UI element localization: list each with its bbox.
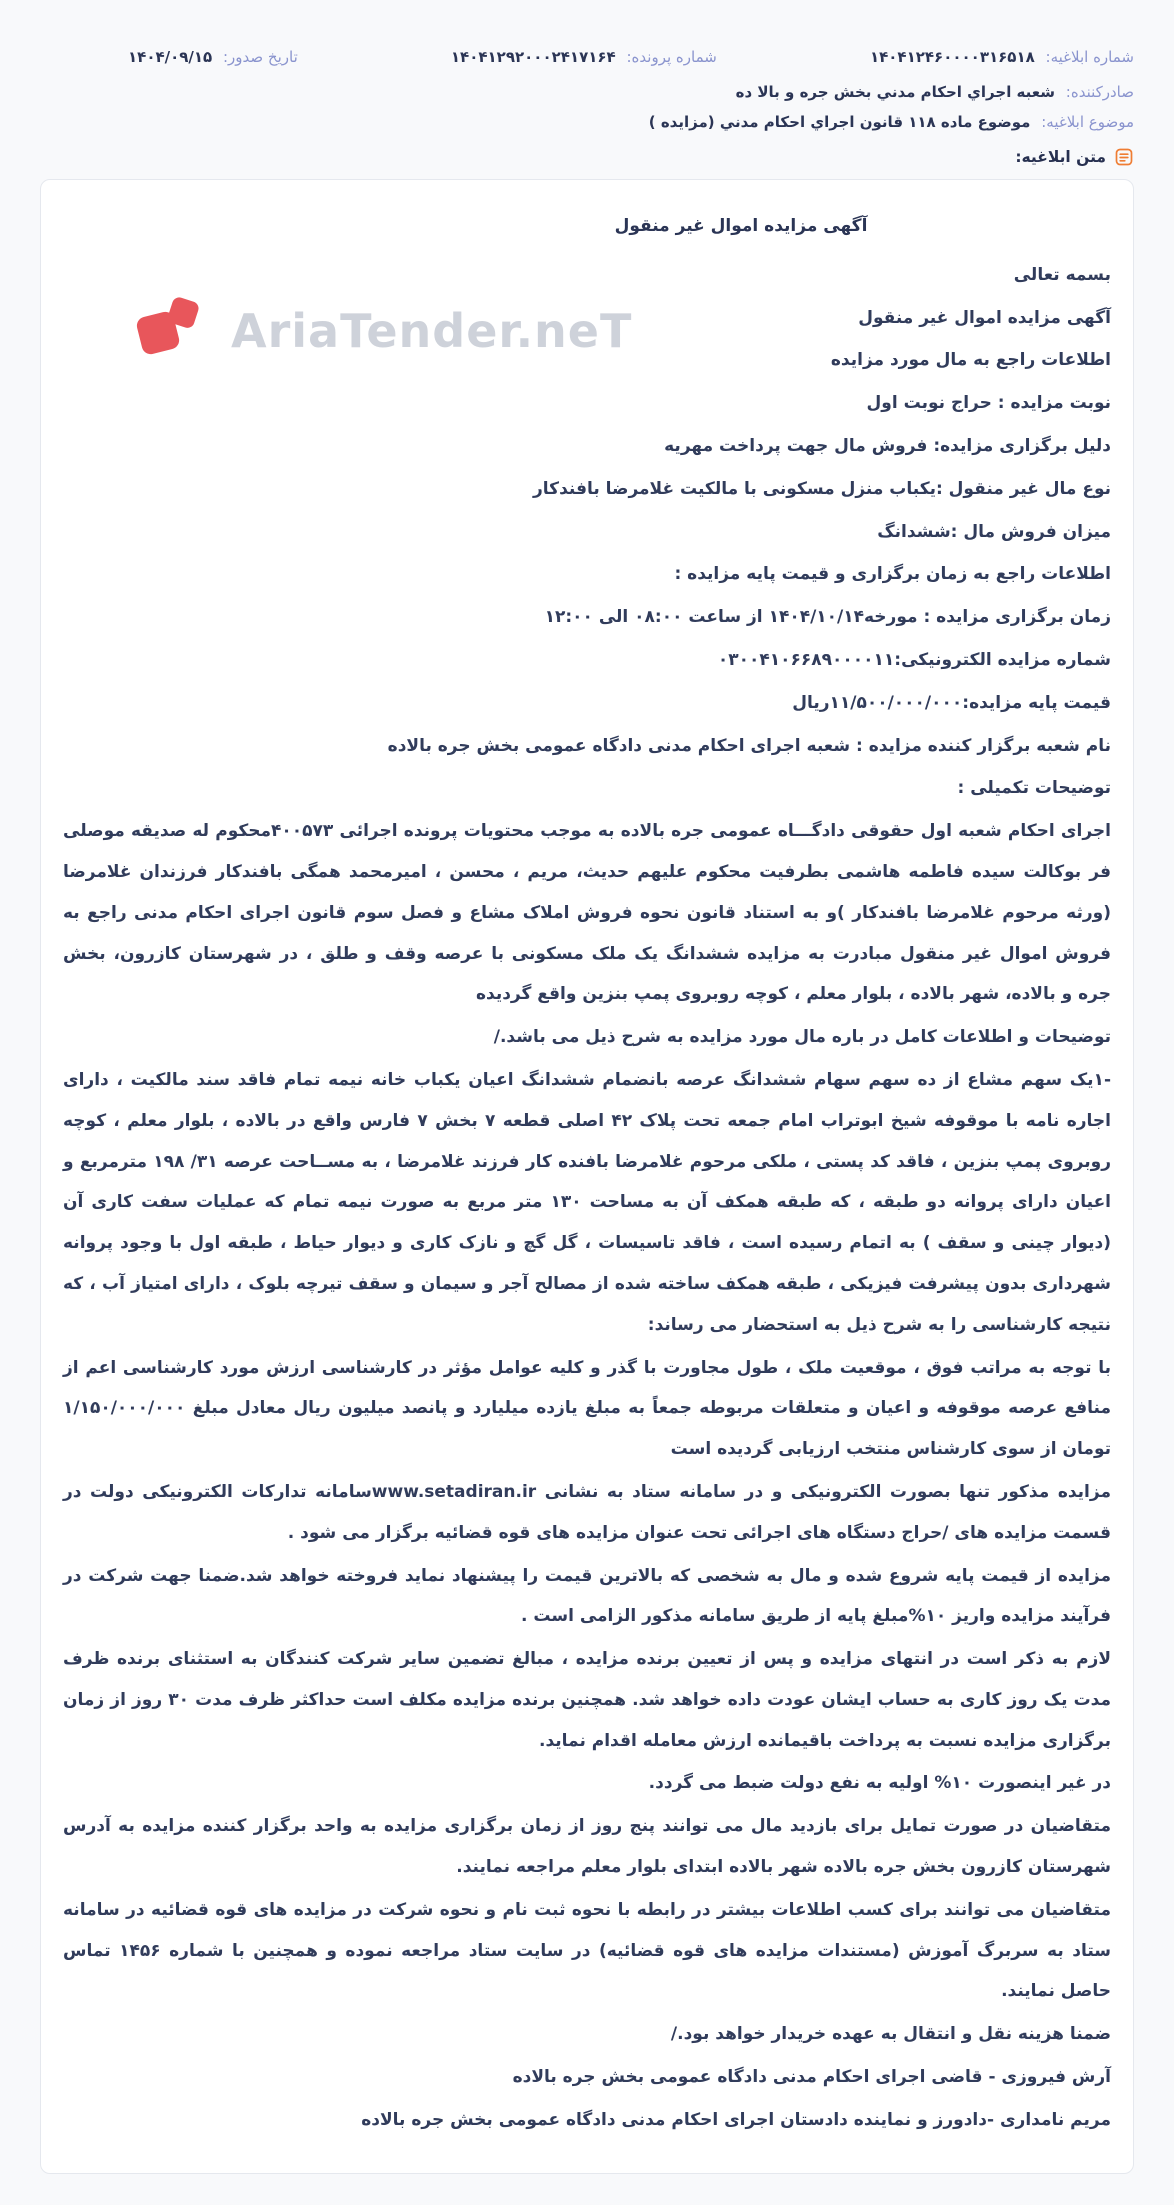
notice-document-icon — [1114, 147, 1134, 167]
notice-paragraph: نام شعبه برگزار کننده مزایده : شعبه اجرای احکام مدنی دادگاه عمومی بخش جره بالاده — [387, 735, 1111, 756]
subject-label: موضوع ابلاغیه: — [1041, 113, 1134, 131]
watermark-text: AriaTender.neT — [231, 304, 633, 358]
case-number-label: شماره پرونده: — [626, 48, 717, 66]
notice-paragraph: مزایده از قیمت پایه شروع شده و مال به شخصی که بالاترین قیمت را پیشنهاد نماید فروخته خواهد شد.ضمنا جهت شرکت در فرآیند مزایده واریز ۱۰%مبلغ پایه از طریق سامانه مذکور الزامی است . — [63, 1565, 1111, 1627]
notice-paragraph: بسمه تعالی — [1013, 264, 1111, 285]
notice-paragraph: ضمنا هزینه نقل و انتقال به عهده خریدار خواهد بود./ — [670, 2024, 1111, 2045]
notice-paragraph: نوع مال غیر منقول :یکباب منزل مسکونی با مالکیت غلامرضا بافندکار — [533, 478, 1111, 499]
case-number — [451, 48, 717, 66]
notice-paragraph: نوبت مزایده : حراج نوبت اول — [866, 393, 1111, 414]
notice-paragraph: متقاضیان می توانند برای کسب اطلاعات بیشتر در رابطه با نحوه ثبت نام و نحوه شرکت در مزایده های قوه قضائیه در سامانه ستاد به سربرگ آموزش (مستندات مزایده های قوه قضائیه) در سایت ستاد مراجعه نموده و همچنین با شماره ۱۴۵۶ تماس حاصل نمایند. — [63, 1899, 1111, 2002]
notice-paragraph: -۱یک سهم مشاع از ده سهم سهام ششدانگ عرصه بانضمام ششدانگ اعیان یکباب خانه نیمه تمام فاقد سند مالکیت ، دارای اجاره نامه با موقوفه شیخ ابوتراب امام جمعه تحت پلاک ۴۲ اصلی قطعه ۷ بخش ۷ فارس واقع در بالاده ، بلوار معلم ، کوچه روبروی پمپ بنزین ، فاقد کد پستی ، ملکی مرحوم غلامرضا بافنده کار فرزند غلامرضا ، به مســاحت عرصه ۳۱/ ۱۹۸ مترمربع و اعیان دارای پروانه دو طبقه ، که طبقه همکف آن به مساحت ۱۳۰ متر مربع به صورت نیمه تمام که عملیات سفت کاری آن (دیوار چینی و سقف ) به اتمام رسیده است ، فاقد تاسیسات ، گل گچ و نازک کاری و دیوار حیاط ، طبقه اول با وجود پروانه شهرداری بدون پیشرفت فیزیکی ، طبقه همکف ساخته شده از مصالح آجر و سیمان و سقف تیرچه بلوک ، دارای امتیاز آب ، که نتیجه کارشناسی را به شرح ذیل به استحضار می رساند: — [63, 1069, 1112, 1335]
notice-paragraph: متقاضیان در صورت تمایل برای بازدید مال می توانند پنج روز از زمان برگزاری مزایده به واحد برگزار کننده مزایده به آدرس شهرستان کازرون بخش جره بالاده شهر بالاده ابتدای بلوار معلم مراجعه نمایند. — [63, 1816, 1111, 1878]
notice-text-label: متن ابلاغیه: — [1015, 148, 1106, 166]
notice-paragraph: لازم به ذکر است در انتهای مزایده و پس از تعیین برنده مزایده ، مبالغ تضمین سایر شرکت کنندگان به استثنای برنده ظرف مدت یک روز کاری به حساب ایشان عودت داده خواهد شد. همچنین برنده مزایده مکلف است حداکثر ظرف مدت ۳۰ روز از زمان برگزاری مزایده نسبت به پرداخت باقیمانده ارزش معامله اقدام نماید. — [63, 1649, 1112, 1751]
notice-paragraph: اطلاعات راجع به زمان برگزاری و قیمت پایه مزایده : — [674, 564, 1111, 585]
notice-paragraph: اطلاعات راجع به مال مورد مزایده — [830, 350, 1111, 371]
notice-paragraph: توضیحات و اطلاعات کامل در باره مال مورد مزایده به شرح ذیل می باشد./ — [493, 1027, 1111, 1048]
issuer-label: صادرکننده: — [1065, 83, 1134, 101]
notification-number-label: شماره ابلاغیه: — [1045, 48, 1134, 66]
notification-number — [870, 48, 1134, 66]
notice-content — [63, 206, 1111, 2141]
issuer-row — [40, 83, 1134, 101]
notice-text-section-header — [40, 147, 1134, 167]
notice-heading: آگهی مزایده اموال غیر منقول — [614, 216, 868, 236]
notice-paragraph: توضیحات تکمیلی : — [957, 778, 1111, 799]
notification-number-value: ۱۴۰۴۱۲۴۶۰۰۰۰۳۱۶۵۱۸ — [869, 48, 1035, 66]
meta-header-row — [40, 48, 1134, 66]
issue-date — [128, 48, 298, 66]
notice-paragraph: اجرای احکام شعبه اول حقوقی دادگـــاه عمومی جره بالاده به موجب محتویات پرونده اجرائی ۴۰۰۵۷۳محکوم له صدیقه موصلی فر بوکالت سیده فاطمه هاشمی بطرفیت محکوم علیهم حدیث، مریم ، محسن ، امیرمحمد همگی بافندکار فرزندان غلامرضا (ورثه مرحوم غلامرضا بافندکار )و به استناد قانون نحوه فروش املاک مشاع و فصل سوم قانون اجرای احکام مدنی راجع به فروش اموال غیر منقول مبادرت به مزایده ششدانگ یک ملک مسکونی با عرصه وقف و طلق ، در شهرستان کازرون، بخش جره و بالاده، شهر بالاده ، بلوار معلم ، کوچه روبروی پمپ بنزین واقع گردیده — [63, 821, 1111, 1005]
issue-date-label: تاریخ صدور: — [223, 48, 298, 66]
case-number-value: ۱۴۰۴۱۲۹۲۰۰۰۲۴۱۷۱۶۴ — [450, 48, 616, 66]
issue-date-value: ۱۴۰۴/۰۹/۱۵ — [128, 48, 213, 66]
notice-paragraph: مزایده مذکور تنها بصورت الکترونیکی و در سامانه ستاد به نشانی www.setadiran.irسامانه تدارکات الکترونیکی دولت در قسمت مزایده های /حراج دستگاه های اجرائی تحت عنوان مزایده های قوه قضائیه برگزار می شود . — [63, 1481, 1111, 1543]
notice-body-box — [40, 179, 1134, 2174]
notice-paragraph: قیمت پایه مزایده:۱۱/۵۰۰/۰۰۰/۰۰۰ریال — [792, 692, 1111, 713]
notice-paragraph: با توجه به مراتب فوق ، موقعیت ملک ، طول مجاورت با گذر و کلیه عوامل مؤثر در کارشناسی ارزش مورد کارشناسی اعم از منافع عرصه موقوفه و اعیان و متعلقات مربوطه جمعاً به مبلغ یازده میلیارد و پانصد میلیون ریال معادل مبلغ ۱/۱۵۰/۰۰۰/۰۰۰ تومان از سوی کارشناس منتخب ارزیابی گردیده است — [63, 1357, 1111, 1460]
notice-paragraph: شماره مزایده الکترونیکی:۰۳۰۰۴۱۰۶۶۸۹۰۰۰۰۱۱ — [717, 649, 1111, 670]
notice-paragraph: زمان برگزاری مزایده : مورخه۱۴۰۴/۱۰/۱۴ از ساعت ۰۸:۰۰ الی ۱۲:۰۰ — [544, 607, 1111, 628]
notice-signature-officer: مریم نامداری -دادورز و نماینده دادستان اجرای احکام مدنی دادگاه عمومی بخش جره بالاده — [361, 2109, 1111, 2130]
notice-paragraph: در غیر اینصورت ۱۰% اولیه به نفع دولت ضبط می گردد. — [648, 1773, 1111, 1794]
notice-paragraph: دلیل برگزاری مزایده: فروش مال جهت پرداخت مهریه — [664, 435, 1111, 456]
notice-paragraph: میزان فروش مال :ششدانگ — [877, 521, 1111, 542]
subject-row — [40, 113, 1134, 131]
notice-signature-judge: آرش فیروزی - قاضی اجرای احکام مدنی دادگاه عمومی بخش جره بالاده — [512, 2067, 1111, 2088]
notice-paragraph: آگهی مزایده اموال غیر منقول — [858, 307, 1111, 328]
subject-value: موضوع ماده ۱۱۸ قانون اجراي احکام مدني (مزایده ) — [648, 113, 1031, 131]
issuer-value: شعبه اجراي احکام مدني بخش جره و بالا ده — [735, 83, 1055, 101]
